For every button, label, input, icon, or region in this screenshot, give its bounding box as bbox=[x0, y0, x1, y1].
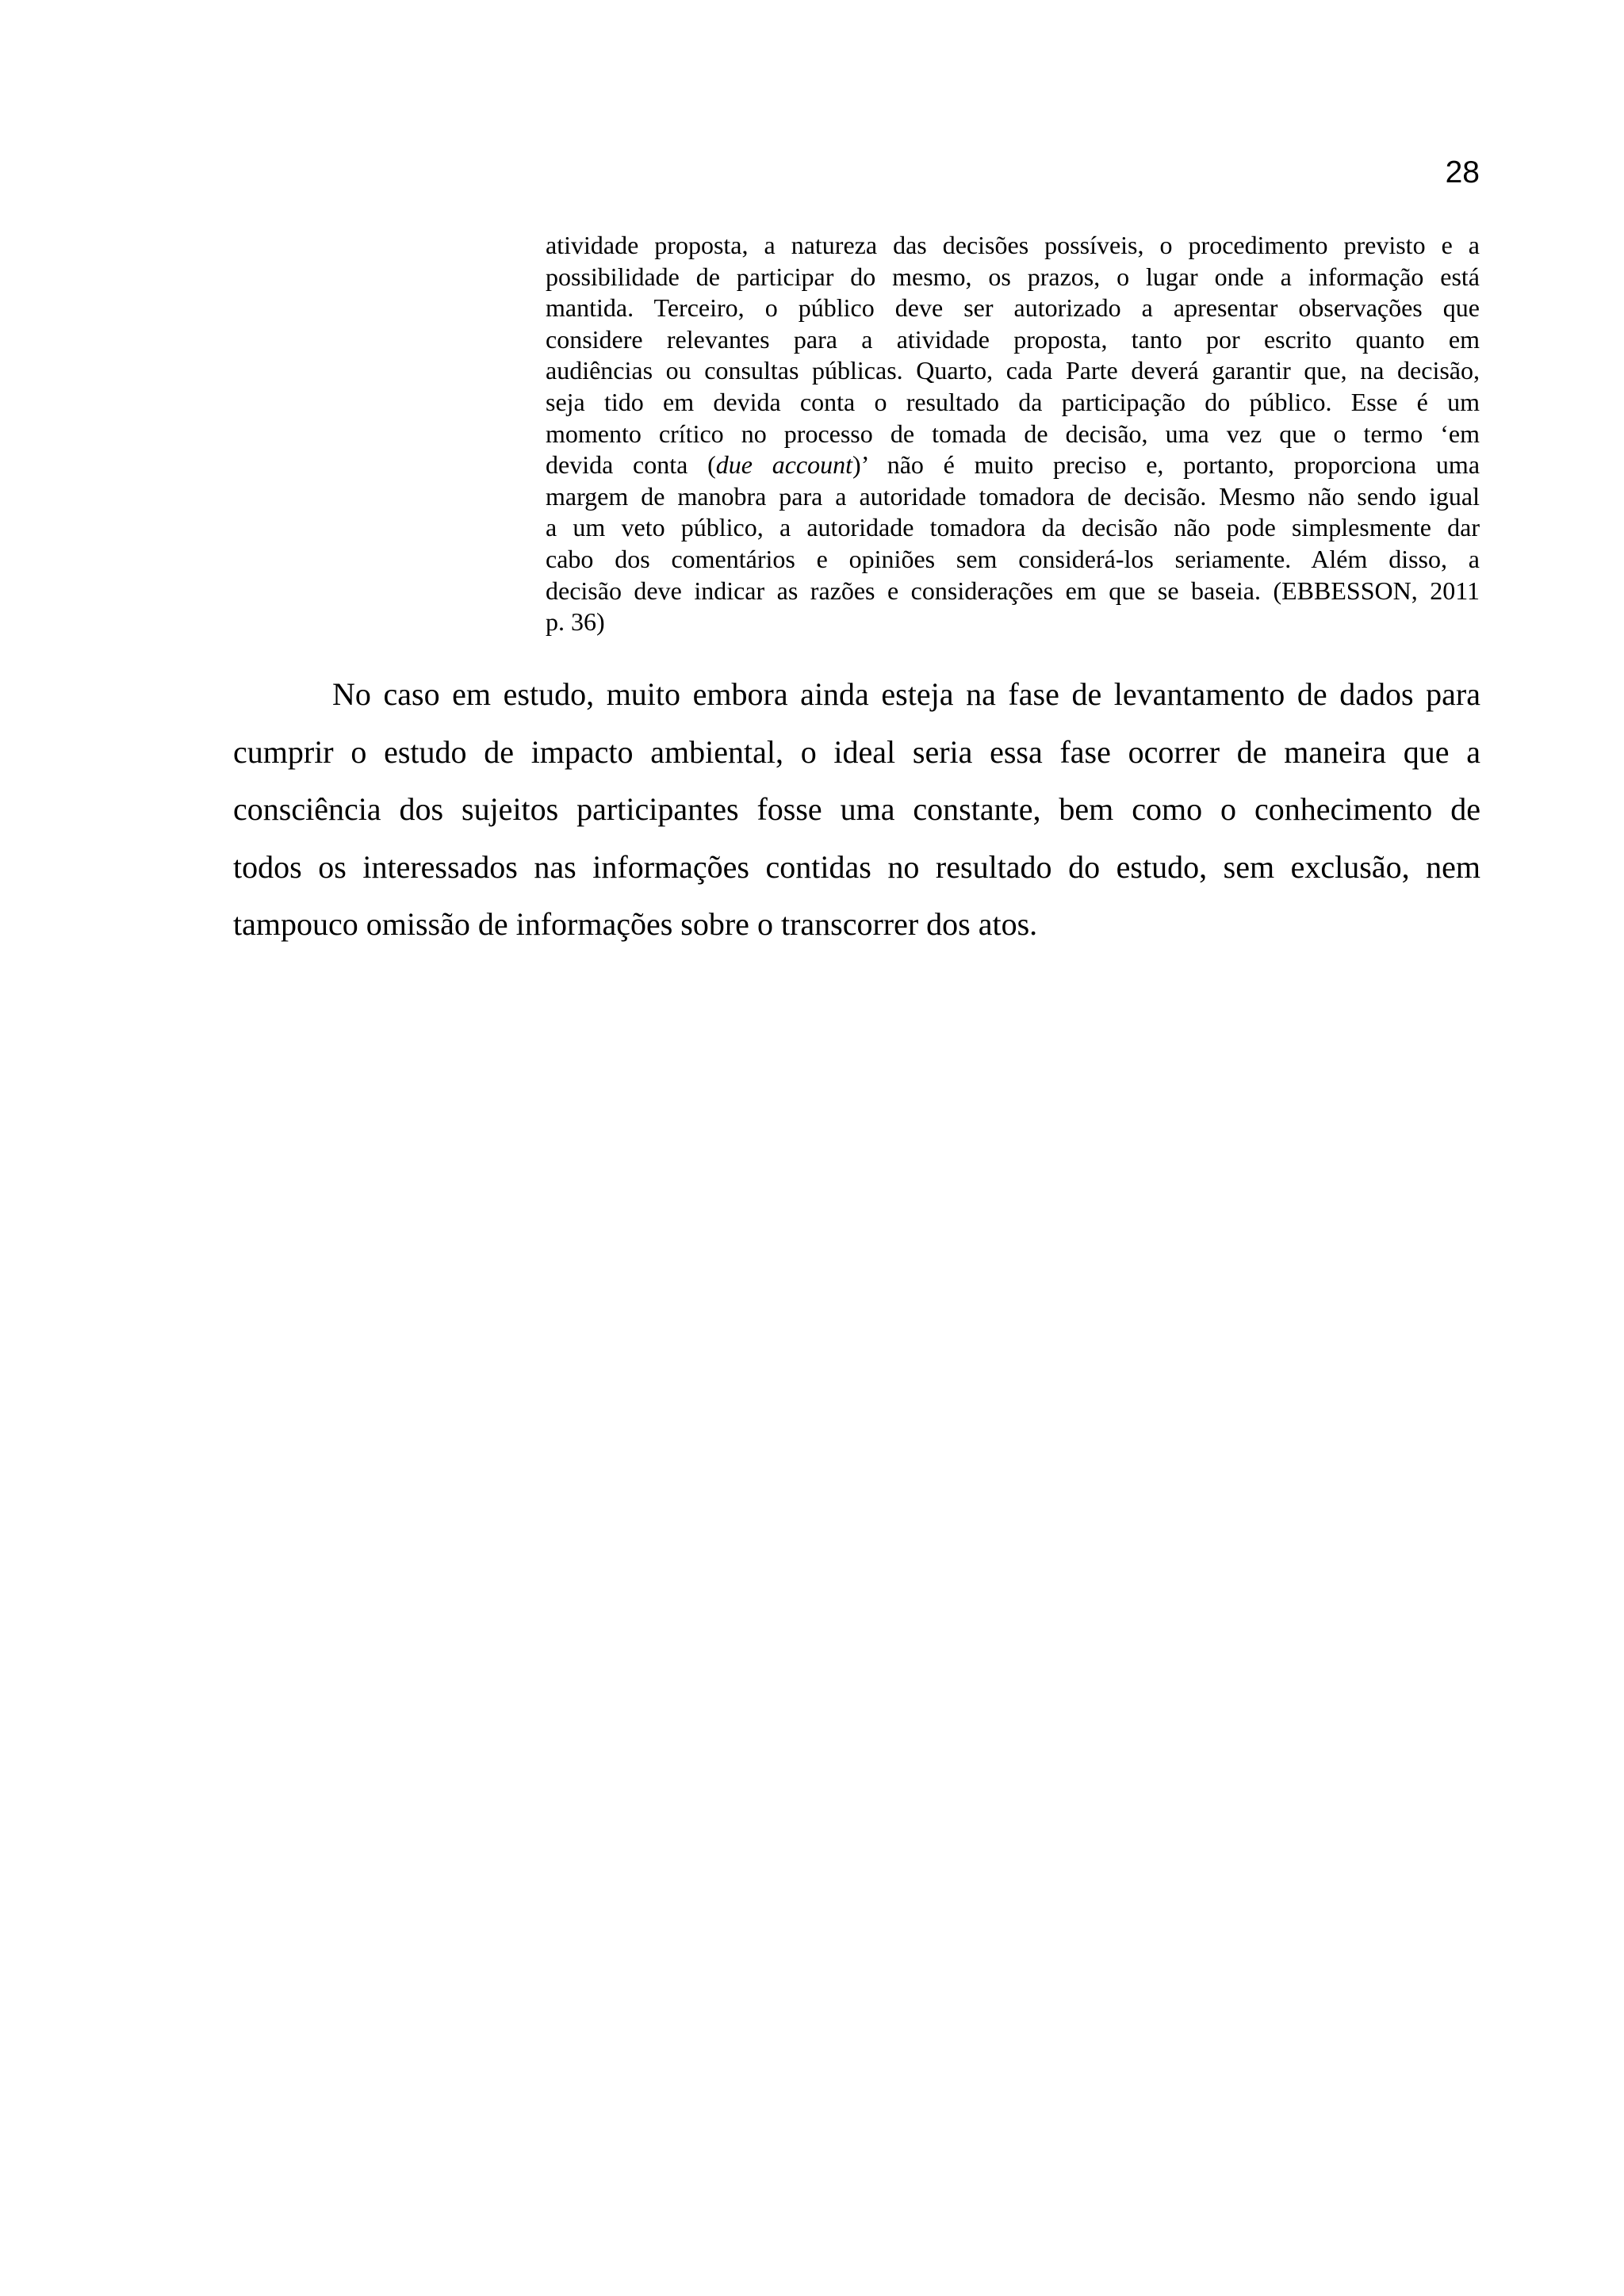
body-line: No caso em estudo, muito embora ainda esteja na fase de levantamento de dados para bbox=[332, 676, 1480, 712]
quote-line bbox=[546, 450, 1480, 481]
quote-line: mantida. Terceiro, o público deve ser autorizado a apresentar observações que bbox=[546, 293, 1480, 323]
quote-text: )’ não é muito preciso e, portanto, proporciona uma bbox=[852, 450, 1480, 480]
quote-line: decisão deve indicar as razões e considerações em que se baseia. (EBBESSON, 2011 bbox=[546, 576, 1480, 605]
body-line: tampouco omissão de informações sobre o transcorrer dos atos. bbox=[233, 906, 1038, 943]
body-line: todos os interessados nas informações contidas no resultado do estudo, sem exclusão, nem bbox=[233, 848, 1480, 885]
quote-line: considere relevantes para a atividade proposta, tanto por escrito quanto em bbox=[546, 324, 1480, 354]
quote-line: margem de manobra para a autoridade tomadora de decisão. Mesmo não sendo igual bbox=[546, 481, 1480, 511]
body-paragraph bbox=[233, 666, 1480, 954]
quote-line: cabo dos comentários e opiniões sem considerá-los seriamente. Além disso, a bbox=[546, 544, 1480, 573]
body-line: consciência dos sujeitos participantes fosse uma constante, bem como o conhecimento de bbox=[233, 791, 1480, 828]
page-number: 28 bbox=[1445, 155, 1480, 189]
body-line: cumprir o estudo de impacto ambiental, o ideal seria essa fase ocorrer de maneira que a bbox=[233, 733, 1480, 770]
quote-line: a um veto público, a autoridade tomadora da decisão não pode simplesmente dar bbox=[546, 513, 1480, 542]
quote-line: audiências ou consultas públicas. Quarto, cada Parte deverá garantir que, na decisão, bbox=[546, 356, 1480, 385]
quote-italic-term: due account bbox=[715, 450, 853, 480]
quote-line: p. 36) bbox=[546, 607, 605, 637]
quote-line: momento crítico no processo de tomada de decisão, uma vez que o termo ‘em bbox=[546, 419, 1480, 448]
quote-line: seja tido em devida conta o resultado da participação do público. Esse é um bbox=[546, 387, 1480, 416]
block-quote bbox=[546, 230, 1480, 638]
quote-line: atividade proposta, a natureza das decisões possíveis, o procedimento previsto e a bbox=[546, 231, 1480, 259]
quote-line: possibilidade de participar do mesmo, os prazos, o lugar onde a informação está bbox=[546, 262, 1480, 291]
quote-text: devida conta ( bbox=[546, 450, 716, 480]
